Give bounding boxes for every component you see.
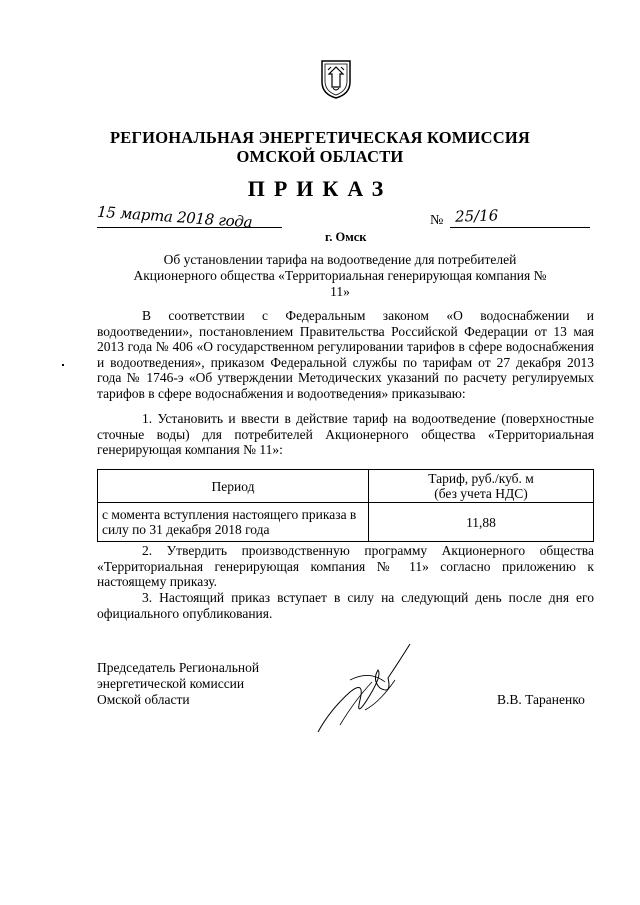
- position-line: энергетической комиссии: [97, 676, 245, 691]
- paragraph-item-1: 1. Установить и ввести в действие тариф на водоотведение (поверхностные сточные воды) для потребителей Акционерного общества «Территориальная генерирующая компания № 11»:: [97, 411, 594, 457]
- cell-period: с момента вступления настоящего приказа в силу по 31 декабря 2018 года: [98, 503, 369, 542]
- tariff-table: [97, 469, 594, 542]
- header-period: Период: [98, 470, 369, 503]
- organization-name-line2: ОМСКОЙ ОБЛАСТИ: [236, 147, 404, 166]
- paragraph-preamble: В соответствии с Федеральным законом «О водоснабжении и водоотведении», постановлением Правительства Российской Федерации от 13 мая 2013 года № 406 «О государственном регулировании тарифов в сфере водоснабжения и водоотведения», приказом Федеральной службы по тарифам от 27 декабря 2013 года № 1746-э «Об утверждении Методических указаний по расчету регулируемых тарифов в сфере водоснабжения и водоотведения» приказываю:: [97, 308, 594, 401]
- handwritten-date: 15 марта 2018 года: [96, 202, 253, 232]
- handwritten-signature: [310, 640, 420, 740]
- city-name: г. Омск: [325, 230, 367, 244]
- table-header-row: [98, 470, 594, 503]
- position-line: Омской области: [97, 692, 190, 707]
- number-underline: [450, 227, 590, 228]
- table-row: [98, 503, 594, 542]
- paragraph-item-3: 3. Настоящий приказ вступает в силу на следующий день после дня его официального опубликования.: [97, 590, 594, 621]
- organization-name-line1: РЕГИОНАЛЬНАЯ ЭНЕРГЕТИЧЕСКАЯ КОМИССИЯ: [110, 128, 530, 147]
- scan-speck: [62, 364, 64, 366]
- paragraph-item-2: 2. Утвердить производственную программу Акционерного общества «Территориальная генерирующая компания № 11» согласно приложению к настоящему приказу.: [97, 543, 594, 589]
- header-tariff: Тариф, руб./куб. м (без учета НДС): [369, 470, 594, 503]
- coat-of-arms-emblem: [319, 58, 353, 100]
- handwritten-number: 25/16: [454, 206, 499, 226]
- document-type-title: ПРИКАЗ: [247, 176, 393, 201]
- position-line: Председатель Региональной: [97, 660, 260, 675]
- date-underline: [97, 227, 282, 229]
- number-label: №: [430, 213, 444, 228]
- signatory-position: [97, 660, 259, 708]
- signatory-name: В.В. Тараненко: [497, 692, 585, 707]
- cell-tariff-value: 11,88: [369, 503, 594, 542]
- order-subject: Об установлении тарифа на водоотведение для потребителей Акционерного общества «Территориальная генерирующая компания № 11»: [133, 252, 547, 299]
